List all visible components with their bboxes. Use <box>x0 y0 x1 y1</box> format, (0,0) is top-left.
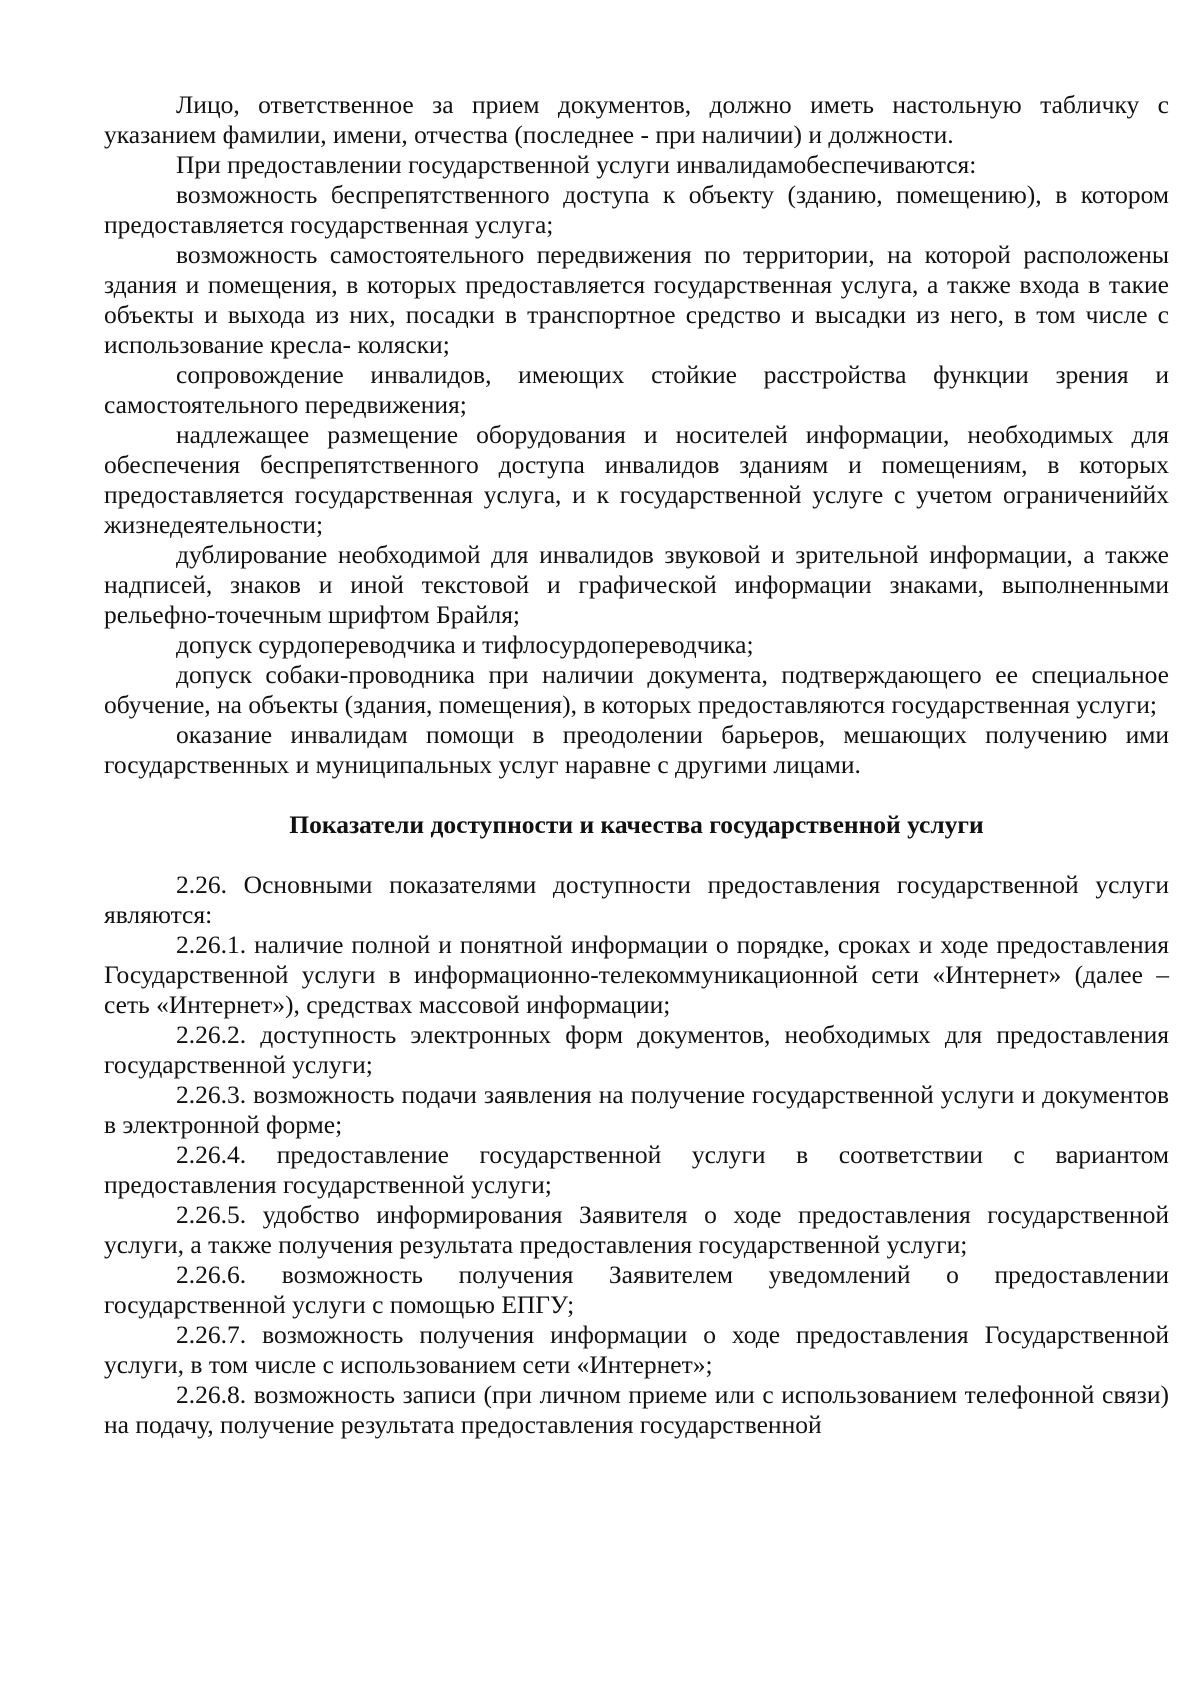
paragraph-disabled-provisions-intro: При предоставлении государственной услуги инвалидамобеспечиваются: <box>176 150 977 179</box>
paragraph-2-26-5: 2.26.5. удобство информирования Заявителя о ходе предоставления государственной услуги, а также получения результата предоставления государственной услуги; <box>104 1200 1169 1259</box>
paragraph-2-26: 2.26. Основными показателями доступности предоставления государственной услуги являются: <box>104 870 1169 929</box>
paragraph-2-26-1: 2.26.1. наличие полной и понятной информации о порядке, сроках и ходе предоставления Государственной услуги в информационно-телекоммуникационной сети «Интернет» (далее – сеть «Интернет»), средствах массовой информации; <box>104 930 1169 1019</box>
paragraph-escort: сопровождение инвалидов, имеющих стойкие расстройства функции зрения и самостоятельного передвижения; <box>104 360 1169 419</box>
paragraph-assistance: оказание инвалидам помощи в преодолении барьеров, мешающих получению ими государственных и муниципальных услуг наравне с другими лицами. <box>104 720 1169 779</box>
paragraph-guide-dog: допуск собаки-проводника при наличии документа, подтверждающего ее специальное обучение, на объекты (здания, помещения), в которых предоставляются государственная услуги; <box>104 660 1169 719</box>
document-page <box>104 90 1169 1440</box>
paragraph-independent-movement: возможность самостоятельного передвижения по территории, на которой расположены здания и помещения, в которых предоставляется государственная услуга, а также входа в такие объекты и выхода из них, посадки в транспортное средство и высадки из него, в том числе с использование кресла- коляски; <box>104 240 1169 359</box>
paragraph-responsible-person: Лицо, ответственное за прием документов, должно иметь настольную табличку с указанием фамилии, имени, отчества (последнее - при наличии) и должности. <box>104 90 1169 149</box>
paragraph-equipment-placement: надлежащее размещение оборудования и носителей информации, необходимых для обеспечения беспрепятственного доступа инвалидов зданиям и помещениям, в которых предоставляется государственная услуга, и к государственной услуге с учетом ограничениййх жизнедеятельности; <box>104 420 1169 539</box>
paragraph-2-26-8: 2.26.8. возможность записи (при личном приеме или с использованием телефонной связи) на подачу, получение результата предоставления государственной <box>104 1380 1169 1439</box>
paragraph-braille-duplication: дублирование необходимой для инвалидов звуковой и зрительной информации, а также надписей, знаков и иной текстовой и графической информации знаками, выполненными рельефно-точечным шрифтом Брайля; <box>104 540 1169 629</box>
paragraph-2-26-7: 2.26.7. возможность получения информации о ходе предоставления Государственной услуги, в том числе с использованием сети «Интернет»; <box>104 1320 1169 1379</box>
paragraph-2-26-6: 2.26.6. возможность получения Заявителем уведомлений о предоставлении государственной услуги с помощью ЕПГУ; <box>104 1260 1169 1319</box>
paragraph-2-26-2: 2.26.2. доступность электронных форм документов, необходимых для предоставления государственной услуги; <box>104 1020 1169 1079</box>
paragraph-2-26-4: 2.26.4. предоставление государственной услуги в соответствии с вариантом предоставления государственной услуги; <box>104 1140 1169 1199</box>
paragraph-sign-interpreter: допуск сурдопереводчика и тифлосурдопереводчика; <box>176 630 754 659</box>
paragraph-2-26-3: 2.26.3. возможность подачи заявления на получение государственной услуги и документов в электронной форме; <box>104 1080 1169 1139</box>
paragraph-barrier-free-access: возможность беспрепятственного доступа к объекту (зданию, помещению), в котором предоставляется государственная услуга; <box>104 180 1169 239</box>
section-heading: Показатели доступности и качества государственной услуги <box>289 810 984 839</box>
